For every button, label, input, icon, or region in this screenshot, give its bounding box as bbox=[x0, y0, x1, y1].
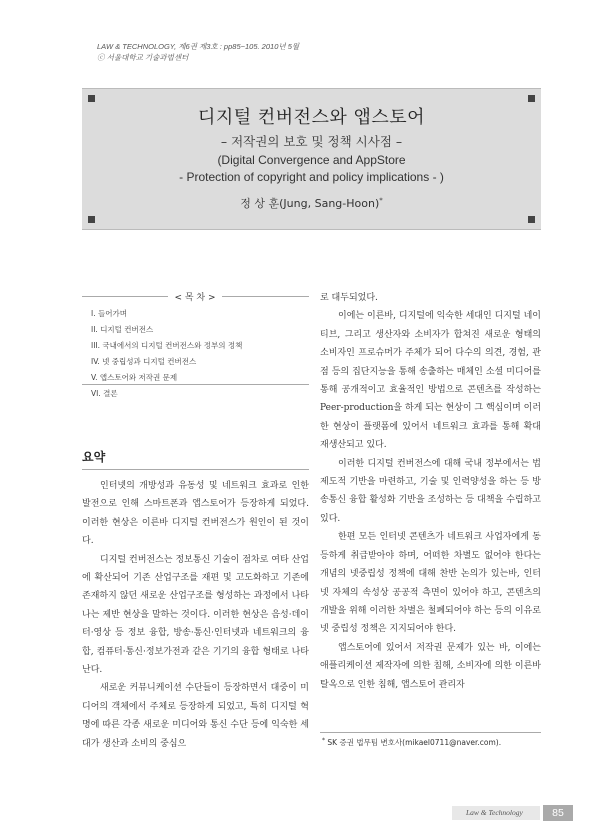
corner-square-icon bbox=[88, 95, 95, 102]
body-paragraph: 앱스토어에 있어서 저작권 문제가 있는 바, 이에는 애플리케이션 제작자에 의한 침해, 소비자에 의한 이른바 탈옥으로 인한 침해, 앱스토어 관리자 bbox=[320, 642, 541, 690]
footnote-text: SK 증권 법무팀 변호사(mikael0711@naver.com). bbox=[327, 738, 502, 747]
toc-item: III. 국내에서의 디지털 컨버전스와 정부의 정책 bbox=[91, 341, 243, 350]
body-paragraph: 디지털 컨버전스는 정보통신 기술이 점차로 여타 산업에 확산되어 기존 산업구조를 재편 및 고도화하고 기존에 존재하지 않던 새로운 산업구조를 형성하는 과정에서 나타나는 제반 현상을 말하는 것이다. 이러한 현상은 음성·데이터·영상 등 정보 융합, 방송·통신·인터넷과 네트워크의 융합, 컴퓨터·통신·정보가전과 같은 기기의 융합 형태로 나타난다. bbox=[82, 554, 309, 676]
toc-item: IV. 넷 중립성과 디지털 컨버전스 bbox=[91, 357, 197, 366]
toc-rule-right bbox=[222, 296, 309, 297]
footnote-divider bbox=[320, 732, 541, 733]
toc-item: I. 들어가며 bbox=[91, 309, 127, 318]
abstract-heading: 요약 bbox=[82, 450, 106, 464]
toc-divider bbox=[82, 384, 309, 385]
author-name: 정 상 훈(Jung, Sang-Hoon) bbox=[240, 197, 380, 210]
corner-square-icon bbox=[88, 216, 95, 223]
body-paragraph: 이러한 디지털 컨버전스에 대해 국내 정부에서는 법제도적 기반을 마련하고, 기술 및 인력양성을 하는 등 방송통신 융합 활성화 기반을 조성하는 등 대책을 수립하고 있다. bbox=[320, 458, 541, 524]
toc-item: VI. 결론 bbox=[91, 389, 118, 398]
journal-citation: LAW & TECHNOLOGY, 제6권 제3호 : pp85~105. 2010년 5월 bbox=[97, 42, 300, 51]
author-footnote-mark: * bbox=[379, 196, 383, 205]
body-paragraph: 인터넷의 개방성과 유동성 및 네트워크 효과로 인한 발전으로 인해 스마트폰과 앱스토어가 등장하게 되었다. 이러한 현상은 이른바 디지털 컨버전스가 원인이 된 것이다. bbox=[82, 481, 309, 547]
body-paragraph: 한편 모든 인터넷 콘텐츠가 네트워크 사업자에게 동등하게 취급받아야 하며, 어떠한 차별도 없어야 한다는 개념의 넷중립성 정책에 대해 찬반 논의가 있는바, 인터넷 자체의 속성상 공공적 측면이 있어야 하고, 콘텐츠의 개발을 위해 이러한 차별은 철폐되어야 하는 등의 이유로 넷 중립성 정책은 지지되어야 한다. bbox=[320, 532, 541, 635]
toc-item: II. 디지털 컨버전스 bbox=[91, 325, 154, 334]
toc-rule-left bbox=[82, 296, 168, 297]
right-column bbox=[320, 289, 541, 694]
body-paragraph: 이에는 이른바, 디지털에 익숙한 세대인 디지털 네이티브, 그리고 생산자와 소비자가 합쳐진 새로운 형태의 소비자인 프로슈머가 주체가 되어 다수의 의견, 경험, 관점 등의 집단지능을 통해 송출하는 매체인 소셜 미디어를 통해 공개적이고 효율적인 방법으로 콘텐츠를 작성하는 Peer-production을 하게 되는 현상이 그 핵심이며 이러한 현상이 플랫폼에 있어서 네트워크 효과를 통해 확대 재생산되고 있다. bbox=[320, 311, 542, 451]
paper-title: 디지털 컨버전스와 앱스토어 bbox=[197, 107, 426, 128]
footer-journal-label: Law & Technology bbox=[452, 806, 540, 820]
title-box bbox=[82, 88, 541, 230]
toc-list bbox=[91, 306, 242, 402]
journal-header bbox=[97, 41, 299, 63]
paper-english-title: (Digital Convergence and AppStore bbox=[217, 153, 406, 167]
journal-publisher: ⓒ 서울대학교 기술과법센터 bbox=[97, 53, 189, 62]
footnote-mark: * bbox=[322, 737, 325, 744]
left-column bbox=[82, 477, 309, 753]
corner-square-icon bbox=[528, 216, 535, 223]
toc-title: < 목 차 > bbox=[174, 293, 216, 303]
paper-subtitle: – 저작권의 보호 및 정책 시사점 – bbox=[220, 134, 403, 149]
body-paragraph: 새로운 커뮤니케이션 수단들이 등장하면서 대중이 미디어의 객체에서 주체로 등장하게 되었고, 특히 디지털 혁명에 따른 각종 새로운 미디어와 통신 수단 등에 익숙한 세대가 생산과 소비의 중심으 bbox=[82, 683, 309, 749]
abstract-divider bbox=[82, 469, 309, 470]
page-number: 85 bbox=[543, 805, 573, 821]
toc-item: V. 앱스토어와 저작권 문제 bbox=[91, 373, 178, 382]
body-paragraph: 로 대두되었다. bbox=[320, 293, 378, 303]
author-line bbox=[82, 195, 541, 211]
paper-english-subtitle: - Protection of copyright and policy implications - ) bbox=[179, 170, 444, 184]
footnote bbox=[322, 737, 501, 748]
corner-square-icon bbox=[528, 95, 535, 102]
